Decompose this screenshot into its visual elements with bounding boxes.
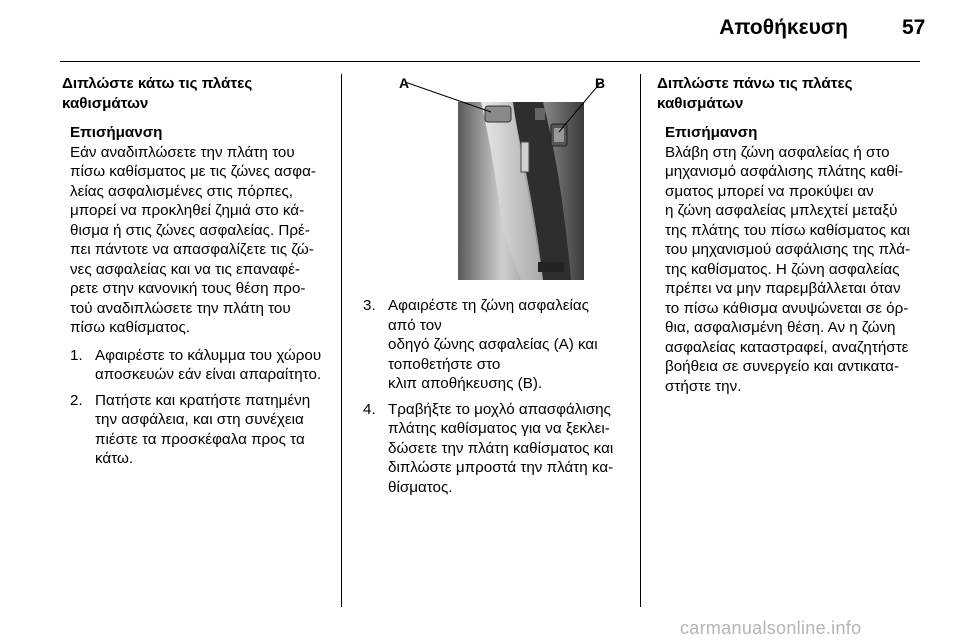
step-text: Τραβήξτε το μοχλό απασφάλισης πλάτης καθίσματος για να ξεκλει- δώσετε την πλάτη καθίσματος και διπλώστε μπροστά την πλάτη κα- θίσματος. xyxy=(388,400,614,496)
steps-list xyxy=(363,296,628,497)
note-text: Βλάβη στη ζώνη ασφαλείας ή στο μηχανισμό ασφάλισης πλάτης καθί- σματος μπορεί να προκύψει αν η ζώνη ασφαλείας μπλεχτεί μεταξύ της πλάτης του πίσω καθίσματος και του μηχανισμού ασφάλισης της πλά- της καθίσματος. Η ζώνη ασφαλείας πρέπει να μην παρεμβάλλεται όταν το πίσω κάθισμα ανυψώνεται σε όρ- θια, ασφαλισμένη θέση. Αν η ζώνη ασφαλείας καταστραφεί, αναζητήστε βοήθεια σε συνεργείο και αντικατα- στήστε την. xyxy=(665,143,911,395)
step-text: Αφαιρέστε τη ζώνη ασφαλείας από τον οδηγό ζώνης ασφαλείας (A) και τοποθετήστε στο κλιπ αποθήκευσης (B). xyxy=(388,297,598,392)
column-right xyxy=(657,74,925,396)
header-rule xyxy=(60,61,920,62)
steps-list xyxy=(62,346,340,469)
seatbelt-photo xyxy=(393,72,613,280)
column-middle xyxy=(363,74,628,497)
note-title: Επισήμανση xyxy=(70,124,163,141)
list-item xyxy=(363,400,628,498)
page-number: 57 xyxy=(902,16,926,39)
step-text: Πατήστε και κρατήστε πατημένη την ασφάλεια, και στη συνέχεια πιέστε τα προσκέφαλα προς τα κάτω. xyxy=(95,391,311,467)
callout-label-b: B xyxy=(595,75,606,91)
note-title: Επισήμανση xyxy=(665,124,758,141)
section-heading-fold-up: Διπλώστε πάνω τις πλάτες καθισμάτων xyxy=(657,75,853,112)
step-number: 3. xyxy=(363,297,376,314)
step-number: 4. xyxy=(363,400,376,418)
list-item xyxy=(70,346,340,385)
column-divider-2 xyxy=(640,74,641,607)
caution-note xyxy=(665,123,925,396)
step-text: Αφαιρέστε το κάλυμμα του χώρου αποσκευών εάν είναι απαραίτητο. xyxy=(95,346,322,383)
step-number: 2. xyxy=(70,391,83,409)
note-text: Εάν αναδιπλώσετε την πλάτη του πίσω καθίσματος με τις ζώνες ασφα- λείας ασφαλισμένες στις πόρπες, μπορεί να προκληθεί ζημιά στο κά- θισμα ή στις ζώνες ασφαλείας. Πρέ- πει πάντοτε να απασφαλίζετε τις ζώ- νες ασφαλείας και να τις επαναφέ- ρετε στην κανονική τους θέση προ- τού αναδιπλώσετε την πλάτη του πίσω καθίσματος. xyxy=(70,143,316,336)
column-divider-1 xyxy=(341,74,342,607)
list-item xyxy=(363,296,628,394)
callout-label-a: A xyxy=(399,75,410,91)
step-number: 1. xyxy=(70,346,83,364)
seatbelt-guide-illustration xyxy=(393,72,613,280)
watermark: carmanualsonline.info xyxy=(680,618,862,638)
page-title: Αποθήκευση xyxy=(719,16,848,39)
list-item xyxy=(70,391,340,469)
section-heading-fold-down: Διπλώστε κάτω τις πλάτες καθισμάτων xyxy=(62,75,253,112)
column-left xyxy=(62,74,340,469)
caution-note xyxy=(70,123,340,338)
